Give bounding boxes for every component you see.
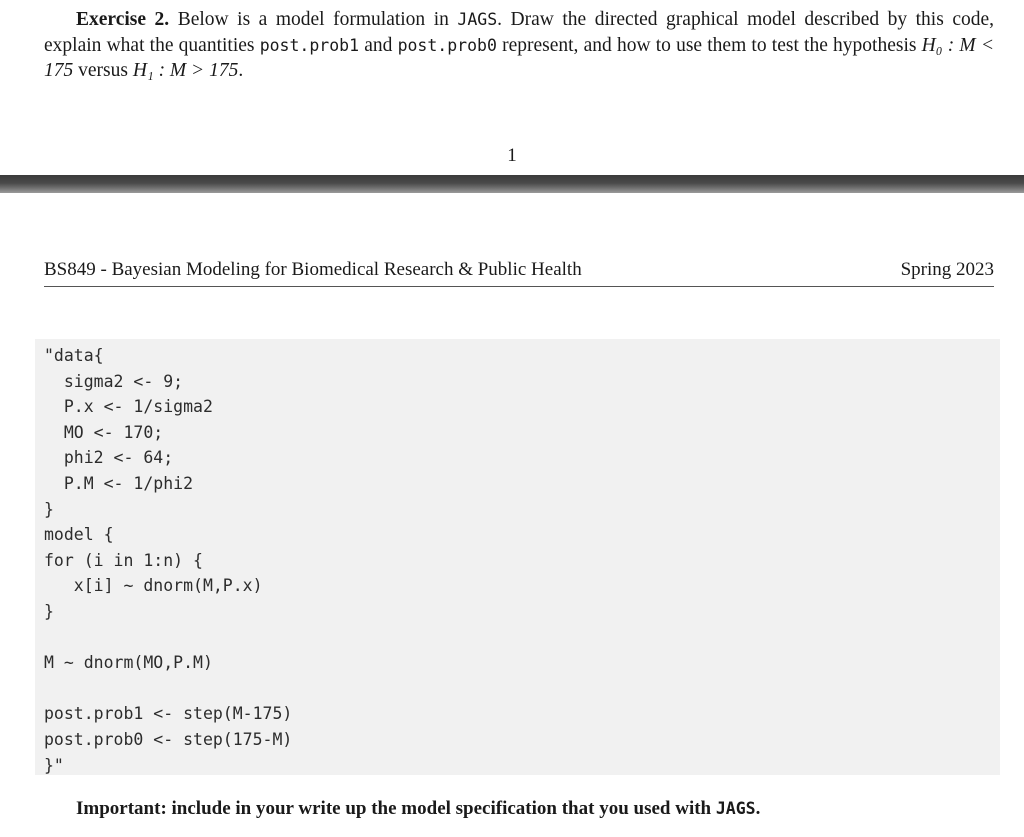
important-note (76, 798, 760, 820)
code-line: }" (44, 755, 64, 775)
code-line: P.M <- 1/phi2 (44, 473, 194, 493)
code-line: MO <- 170; (44, 422, 164, 442)
important-end: . (755, 798, 761, 819)
exercise-text-part: represent, and how to use them to test the hypothesis (496, 34, 922, 56)
code-line: post.prob0 <- step(175-M) (44, 729, 293, 749)
exercise-label: Exercise 2. (76, 9, 170, 30)
code-line: M ~ dnorm(MO,P.M) (44, 653, 213, 673)
exercise-text-part: versus (73, 60, 133, 81)
running-header (44, 259, 994, 287)
important-text: Important: include in your write up the model specification that you used with (76, 798, 716, 819)
jags-code (44, 343, 292, 778)
code-line: model { (44, 525, 114, 545)
code-block (35, 339, 1000, 775)
course-title: BS849 - Bayesian Modeling for Biomedical Research & Public Health (44, 259, 582, 280)
code-line: phi2 <- 64; (44, 448, 174, 468)
post-prob0-var: post.prob0 (397, 35, 497, 55)
code-line: for (i in 1:n) { (44, 550, 203, 570)
null-hypothesis: H₀ : M < 175 (44, 34, 994, 81)
code-line: } (44, 499, 54, 519)
exercise-text-part: . Draw the directed graphical model described by this code, explain what the quantities (44, 9, 995, 56)
exercise-text-part: and (359, 34, 398, 56)
page-1 (0, 0, 1024, 175)
page-divider (0, 175, 1024, 193)
exercise-text (44, 7, 994, 84)
code-line: P.x <- 1/sigma2 (44, 397, 213, 417)
exercise-text-part: . (238, 60, 244, 81)
alt-hypothesis: H₁ : M > 175 (132, 60, 239, 81)
jags-name: JAGS (457, 10, 498, 29)
code-line: x[i] ~ dnorm(M,P.x) (44, 576, 263, 596)
post-prob1-var: post.prob1 (259, 35, 360, 55)
page-number: 1 (507, 145, 517, 166)
code-line: post.prob1 <- step(M-175) (44, 704, 293, 724)
jags-name: JAGS (715, 799, 756, 818)
code-line: "data{ (44, 346, 104, 365)
code-line: } (44, 601, 54, 621)
exercise-text-part: Below is a model formulation in (177, 9, 458, 30)
page-2 (0, 193, 1024, 837)
term-label: Spring 2023 (900, 259, 994, 280)
code-line: sigma2 <- 9; (44, 371, 184, 391)
